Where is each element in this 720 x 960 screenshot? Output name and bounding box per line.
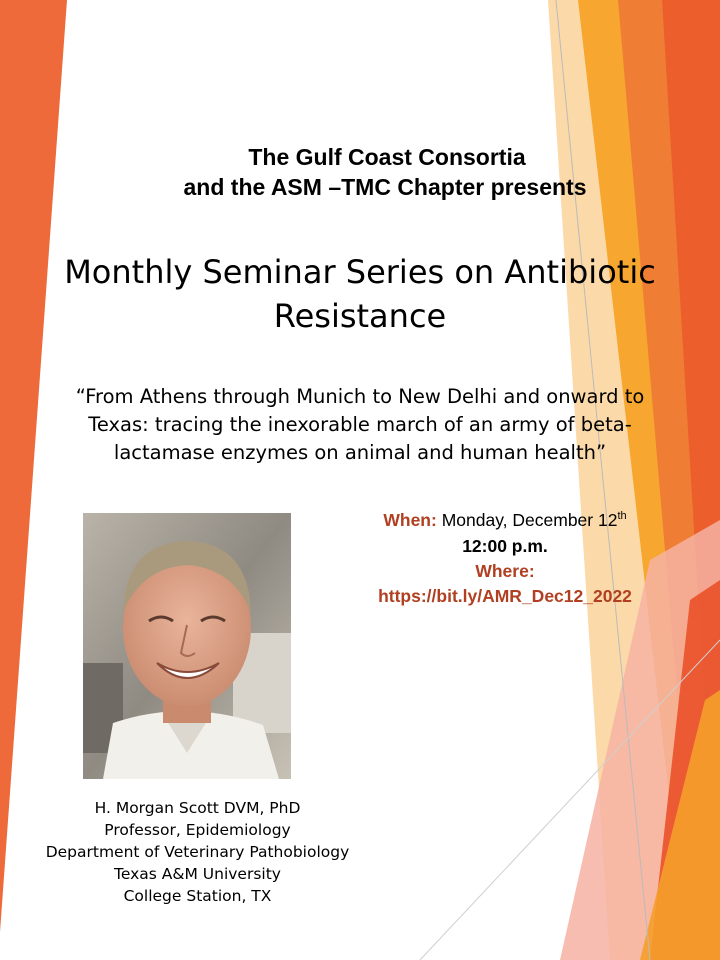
talk-title-line-1: “From Athens through Munich to New Delhi and onward to <box>75 385 645 408</box>
when-line <box>300 508 710 533</box>
speaker-position: Professor, Epidemiology <box>104 821 291 839</box>
talk-title-line-3: lactamase enzymes on animal and human health” <box>113 441 607 464</box>
header-line-1: The Gulf Coast Consortia <box>248 144 526 170</box>
when-label: When: <box>383 510 437 530</box>
talk-title-line-2: Texas: tracing the inexorable march of an army of beta- <box>88 413 632 436</box>
event-time: 12:00 p.m. <box>462 536 548 556</box>
where-label: Where: <box>475 561 535 581</box>
speaker-university: Texas A&M University <box>114 865 281 883</box>
event-link[interactable]: https://bit.ly/AMR_Dec12_2022 <box>378 586 632 606</box>
speaker-location: College Station, TX <box>123 887 272 905</box>
event-date: Monday, December 12 <box>441 510 618 530</box>
header-line-2: and the ASM –TMC Chapter presents <box>183 174 587 200</box>
speaker-photo <box>83 513 291 779</box>
seminar-title-line-1: Monthly Seminar Series on Antibiotic <box>64 253 656 291</box>
speaker-department: Department of Veterinary Pathobiology <box>45 843 350 861</box>
seminar-title-line-2: Resistance <box>273 297 447 335</box>
event-date-suffix: th <box>617 510 627 523</box>
speaker-name: H. Morgan Scott DVM, PhD <box>94 799 301 817</box>
